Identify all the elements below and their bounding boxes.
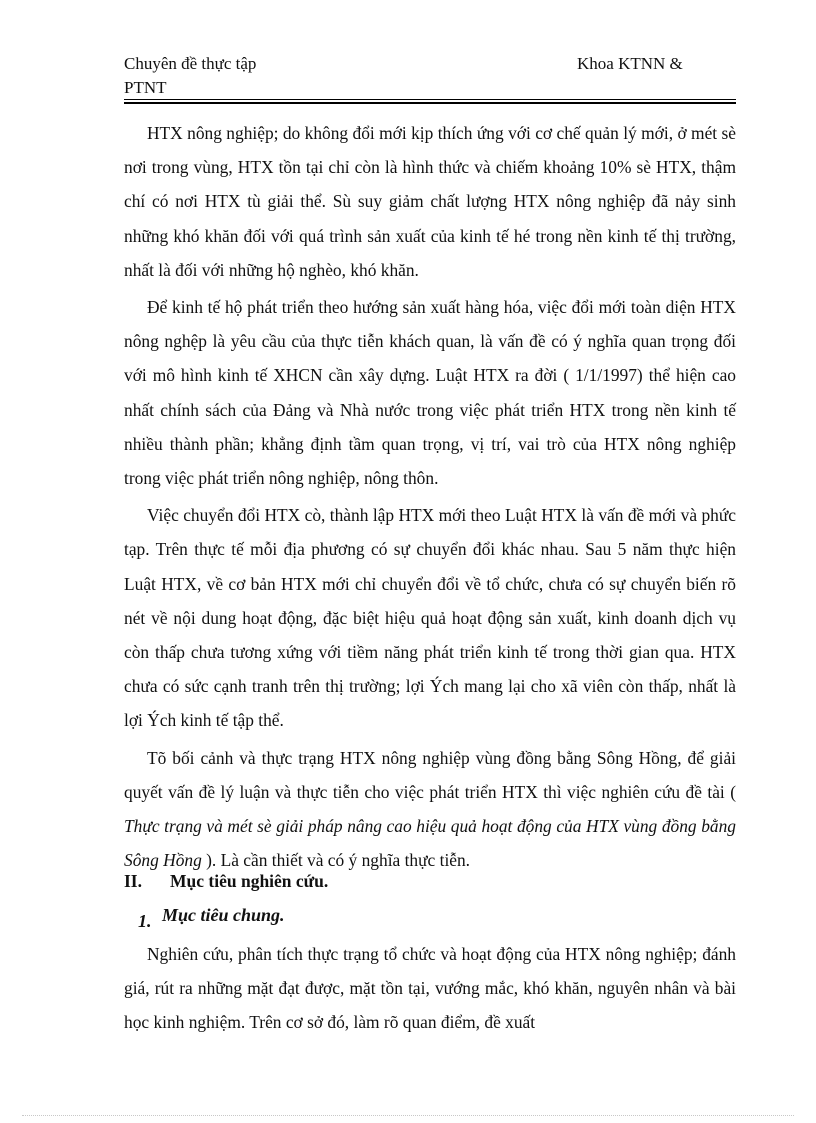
paragraph: Để kinh tế hộ phát triển theo hướng sản xuất hàng hóa, việc đổi mới toàn diện HTX nông nghệp là yêu cầu của thực tiễn khách quan, là vấn đề có ý nghĩa quan trọng đối với mô hình kinh tế XHCN cần xây dựng. Luật HTX ra đời ( 1/1/1997) thể hiện cao nhất chính sách của Đảng và Nhà nước trong việc phát triển HTX trong nền kinh tế nhiều thành phần; khẳng định tầm quan trọng, vị trí, vai trò của HTX nông nghiệp trong việc phát triển nông nghiệp, nông thôn.	[124, 297, 736, 489]
paragraph: Việc chuyển đổi HTX cò, thành lập HTX mới theo Luật HTX là vấn đề mới và phức tạp. Trên thực tế mỗi địa phương có sự chuyển đổi khác nhau. Sau 5 năm thực hiện Luật HTX, về cơ bản HTX mới chỉ chuyển đổi về tổ chức, chưa có sự chuyển biến rõ nét về nội dung hoạt động, đặc biệt hiệu quả hoạt động sản xuất, kinh doanh dịch vụ còn thấp chưa tương xứng với tiềm năng phát triển kinh tế trong thời gian qua. HTX chưa có sức cạnh tranh trên thị trường; lợi Ých mang lại cho xã viên còn thấp, nhất là lợi Ých kinh tế tập thể.	[124, 505, 736, 731]
body-text	[124, 116, 736, 877]
paragraph-topic-intro: Tõ bối cảnh và thực trạng HTX nông nghiệp vùng đồng bằng Sông Hồng, để giải quyết vấn đề lý luận và thực tiễn cho việc phát triển HTX thì việc nghiên cứu đề tài (	[124, 747, 736, 802]
paragraph: HTX nông nghiệp; do không đổi mới kịp thích ứng với cơ chế quản lý mới, ở mét sè nơi trong vùng, HTX tồn tại chỉ còn là hình thức và chiếm khoảng 10% sè HTX, thậm chí có nơi HTX tù giải thể. Sù suy giảm chất lượng HTX nông nghiệp đã nảy sinh những khó khăn đối với quá trình sản xuất của kinh tế hé trong nền kinh tế thị trường, nhất là đối với những hộ nghèo, khó khăn.	[124, 123, 736, 280]
header-left-continued: PTNT	[124, 78, 167, 97]
subsection-title: Mục tiêu chung.	[162, 905, 285, 925]
section-title: Mục tiêu nghiên cứu.	[170, 871, 329, 891]
topic-title-italic: Thực trạng và mét sè giải pháp nâng cao hiệu quả hoạt động của HTX vùng đồng bằng Sông Hồng	[124, 816, 736, 871]
paragraph-topic	[124, 741, 736, 878]
header-right: Khoa KTNN &	[577, 54, 683, 73]
paragraph-topic-end: ). Là cần thiết và có ý nghĩa thực tiễn.	[206, 850, 471, 871]
body-text-2	[124, 937, 736, 1040]
section-number: II.	[124, 871, 142, 891]
paragraph: Nghiên cứu, phân tích thực trạng tổ chức và hoạt động của HTX nông nghiệp; đánh giá, rút ra những mặt đạt được, mặt tồn tại, vướng mắc, khó khăn, nguyên nhân và bài học kinh nghiệm. Trên cơ sở đó, làm rõ quan điểm, đề xuất	[124, 944, 736, 1033]
page-bottom-border	[22, 1115, 794, 1116]
header-rule-thin	[124, 99, 736, 100]
header-rule-thick	[124, 102, 736, 104]
header-left: Chuyên đề thực tập	[124, 54, 257, 73]
subsection-number: 1.	[138, 911, 152, 931]
